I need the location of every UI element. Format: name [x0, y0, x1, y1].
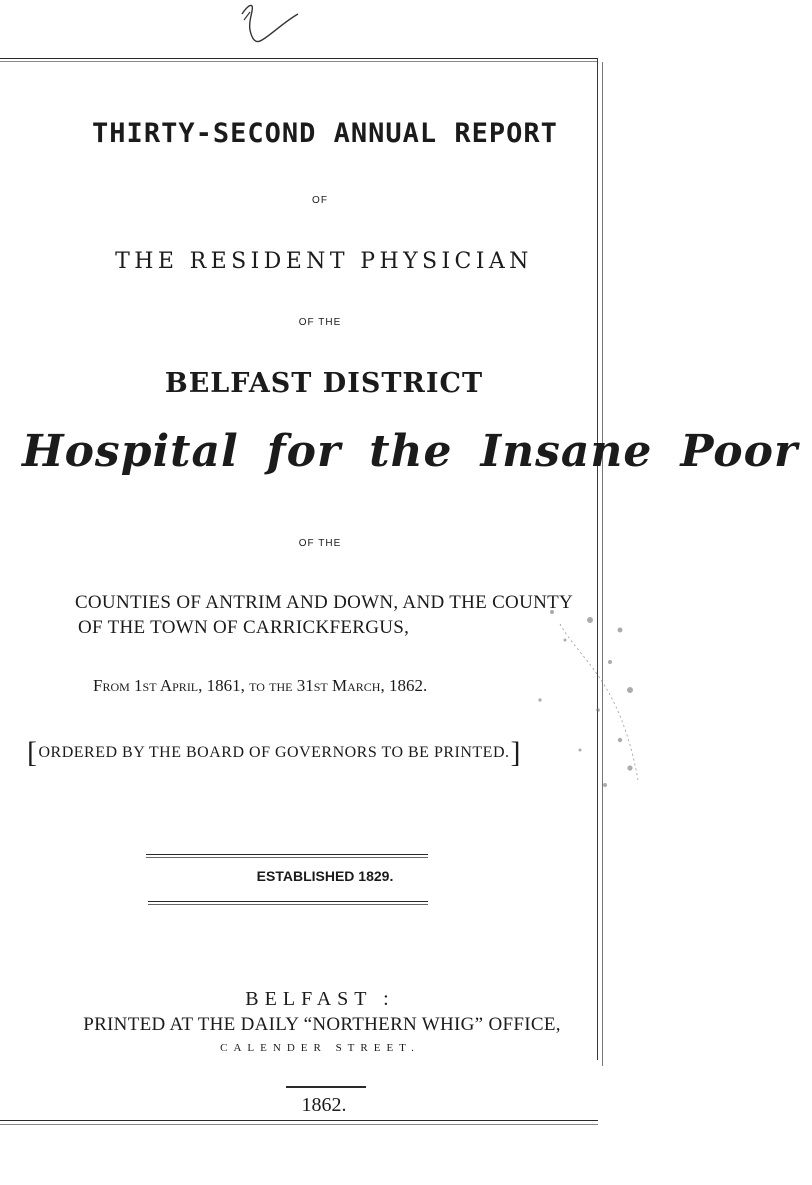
resident-physician-heading: THE RESIDENT PHYSICIAN [115, 249, 533, 274]
of-the-connector-2: OF THE [298, 538, 342, 549]
for-word: for [266, 426, 342, 477]
ordered-notice [26, 736, 522, 770]
counties-line-2: OF THE TOWN OF CARRICKFERGUS, [78, 617, 410, 638]
established-rule-bottom [148, 901, 428, 902]
year-rule [286, 1086, 366, 1088]
imprint-printer: PRINTED AT THE DAILY “NORTHERN WHIG” OFFICE, [83, 1014, 561, 1035]
top-border-rule [0, 58, 598, 59]
established-rule-top-2 [146, 857, 428, 858]
imprint-year: 1862. [301, 1094, 347, 1116]
counties-line-1: COUNTIES OF ANTRIM AND DOWN, AND THE COUNTY [74, 592, 574, 613]
right-border-rule-outer [602, 62, 603, 1066]
open-bracket-glyph: [ [27, 736, 38, 769]
hospital-name-heading [0, 426, 799, 477]
hospital-word: Hospital [22, 426, 239, 477]
of-connector: OF [312, 195, 328, 206]
imprint-city: BELFAST : [245, 988, 395, 1010]
the-word: the [369, 426, 453, 477]
paper-stain-mark [470, 600, 640, 800]
bottom-border-rule-inner [0, 1124, 598, 1125]
insane-word: Insane [480, 426, 653, 477]
ordered-notice-text: ORDERED BY THE BOARD OF GOVERNORS TO BE PRINTED. [38, 744, 510, 761]
belfast-district-heading: BELFAST DISTRICT [164, 368, 484, 399]
bottom-border-rule [0, 1120, 598, 1121]
right-border-rule [597, 58, 598, 1060]
report-title: THIRTY-SECOND ANNUAL REPORT [92, 118, 558, 149]
established-rule-top [146, 854, 428, 855]
pen-flourish-mark [222, 0, 312, 52]
poor-word: Poor [680, 426, 799, 477]
top-border-rule-inner [0, 61, 598, 62]
established-rule-bottom-2 [148, 904, 428, 905]
report-period: From 1st April, 1861, to the 31st March, 1862. [93, 676, 428, 695]
established-line: ESTABLISHED 1829. [256, 868, 394, 884]
close-bracket-glyph: ] [510, 736, 521, 769]
of-the-connector: OF THE [298, 317, 342, 328]
imprint-street: CALENDER STREET. [220, 1042, 420, 1054]
